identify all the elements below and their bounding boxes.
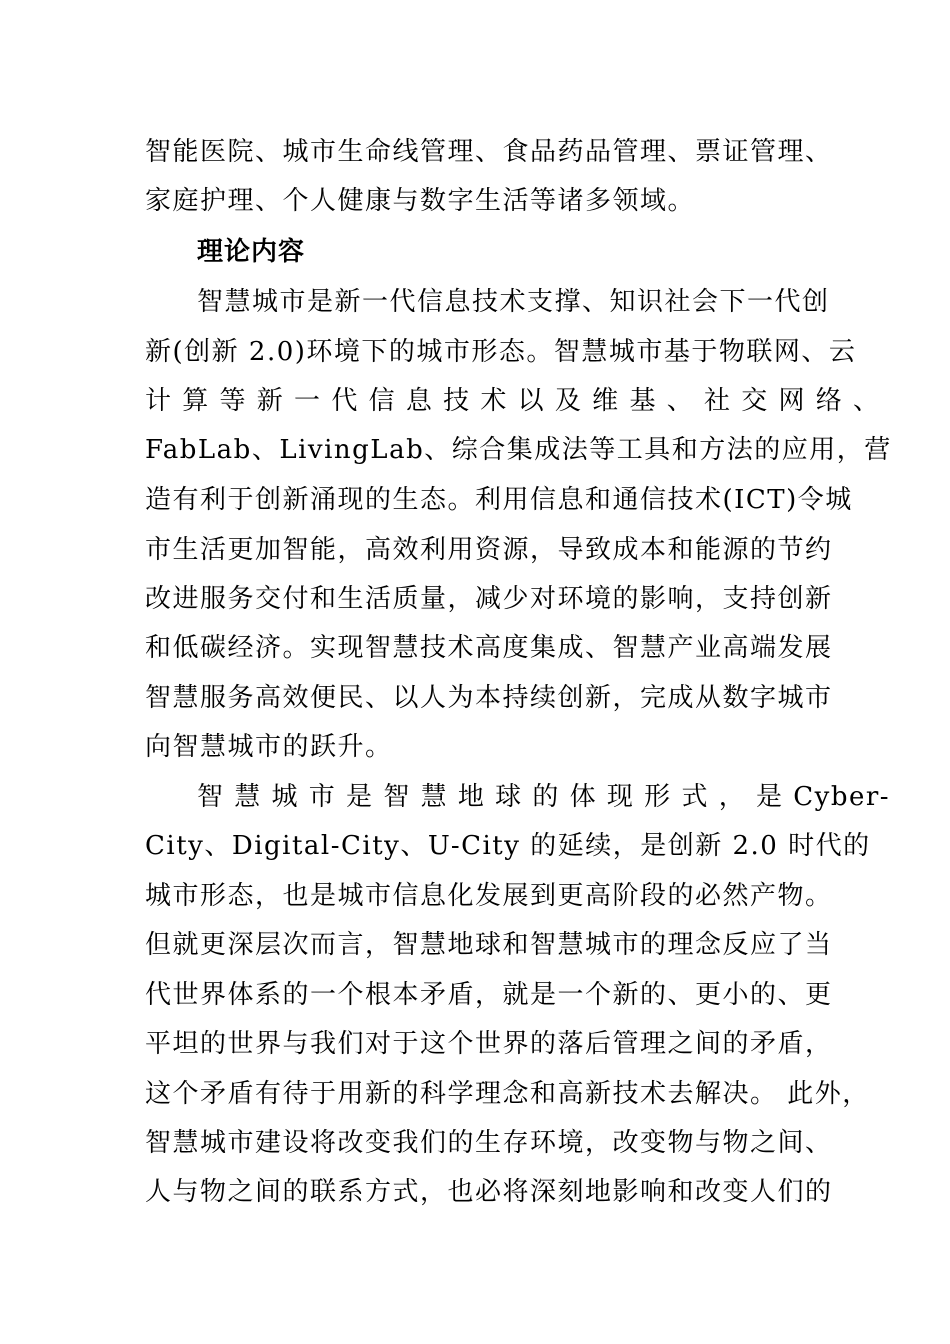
paragraph1-line-6: 市生活更加智能，高效利用资源，导致成本和能源的节约 — [145, 535, 833, 565]
paragraph2-line-7: 这个矛盾有待于用新的科学理念和高新技术去解决。 此外， — [145, 1079, 870, 1109]
paragraph2-line-1: 智 慧 城 市 是 智 慧 地 球 的 体 现 形 式 ， 是 Cyber- — [197, 782, 891, 812]
paragraph2-line-8: 智慧城市建设将改变我们的生存环境，改变物与物之间、 — [145, 1128, 833, 1158]
paragraph2-line-3: 城市形态，也是城市信息化发展到更高阶段的必然产物。 — [145, 881, 833, 911]
paragraph1-line-5: 造有利于创新涌现的生态。利用信息和通信技术(ICT)令城 — [145, 485, 853, 515]
paragraph1-line-9: 智慧服务高效便民、以人为本持续创新，完成从数字城市 — [145, 683, 833, 713]
paragraph2-line-6: 平坦的世界与我们对于这个世界的落后管理之间的矛盾， — [145, 1029, 833, 1059]
paragraph2-line-5: 代世界体系的一个根本矛盾，就是一个新的、更小的、更 — [145, 980, 833, 1010]
paragraph1-line-2: 新(创新 2.0)环境下的城市形态。智慧城市基于物联网、云 — [145, 337, 857, 367]
paragraph1-line-4: FabLab、LivingLab、综合集成法等工具和方法的应用，营 — [145, 435, 892, 465]
paragraph2-line-9: 人与物之间的联系方式，也必将深刻地影响和改变人们的 — [145, 1177, 833, 1207]
paragraph1-line-1: 智慧城市是新一代信息技术支撑、知识社会下一代创 — [197, 287, 830, 317]
paragraph2-line-2: City、Digital-City、U-City 的延续，是创新 2.0 时代的 — [145, 831, 871, 861]
paragraph1-line-3: 计 算 等 新 一 代 信 息 技 术 以 及 维 基 、 社 交 网 络 、 — [145, 386, 881, 416]
paragraph1-line-8: 和低碳经济。实现智慧技术高度集成、智慧产业高端发展 — [145, 633, 833, 663]
intro-line-1: 智能医院、城市生命线管理、食品药品管理、票证管理、 — [145, 137, 833, 167]
paragraph1-line-7: 改进服务交付和生活质量，减少对环境的影响，支持创新 — [145, 584, 833, 614]
paragraph2-line-4: 但就更深层次而言，智慧地球和智慧城市的理念反应了当 — [145, 930, 833, 960]
intro-line-2: 家庭护理、个人健康与数字生活等诸多领域。 — [145, 186, 696, 216]
section-heading: 理论内容 — [197, 237, 306, 267]
paragraph1-line-10: 向智慧城市的跃升。 — [145, 732, 393, 762]
